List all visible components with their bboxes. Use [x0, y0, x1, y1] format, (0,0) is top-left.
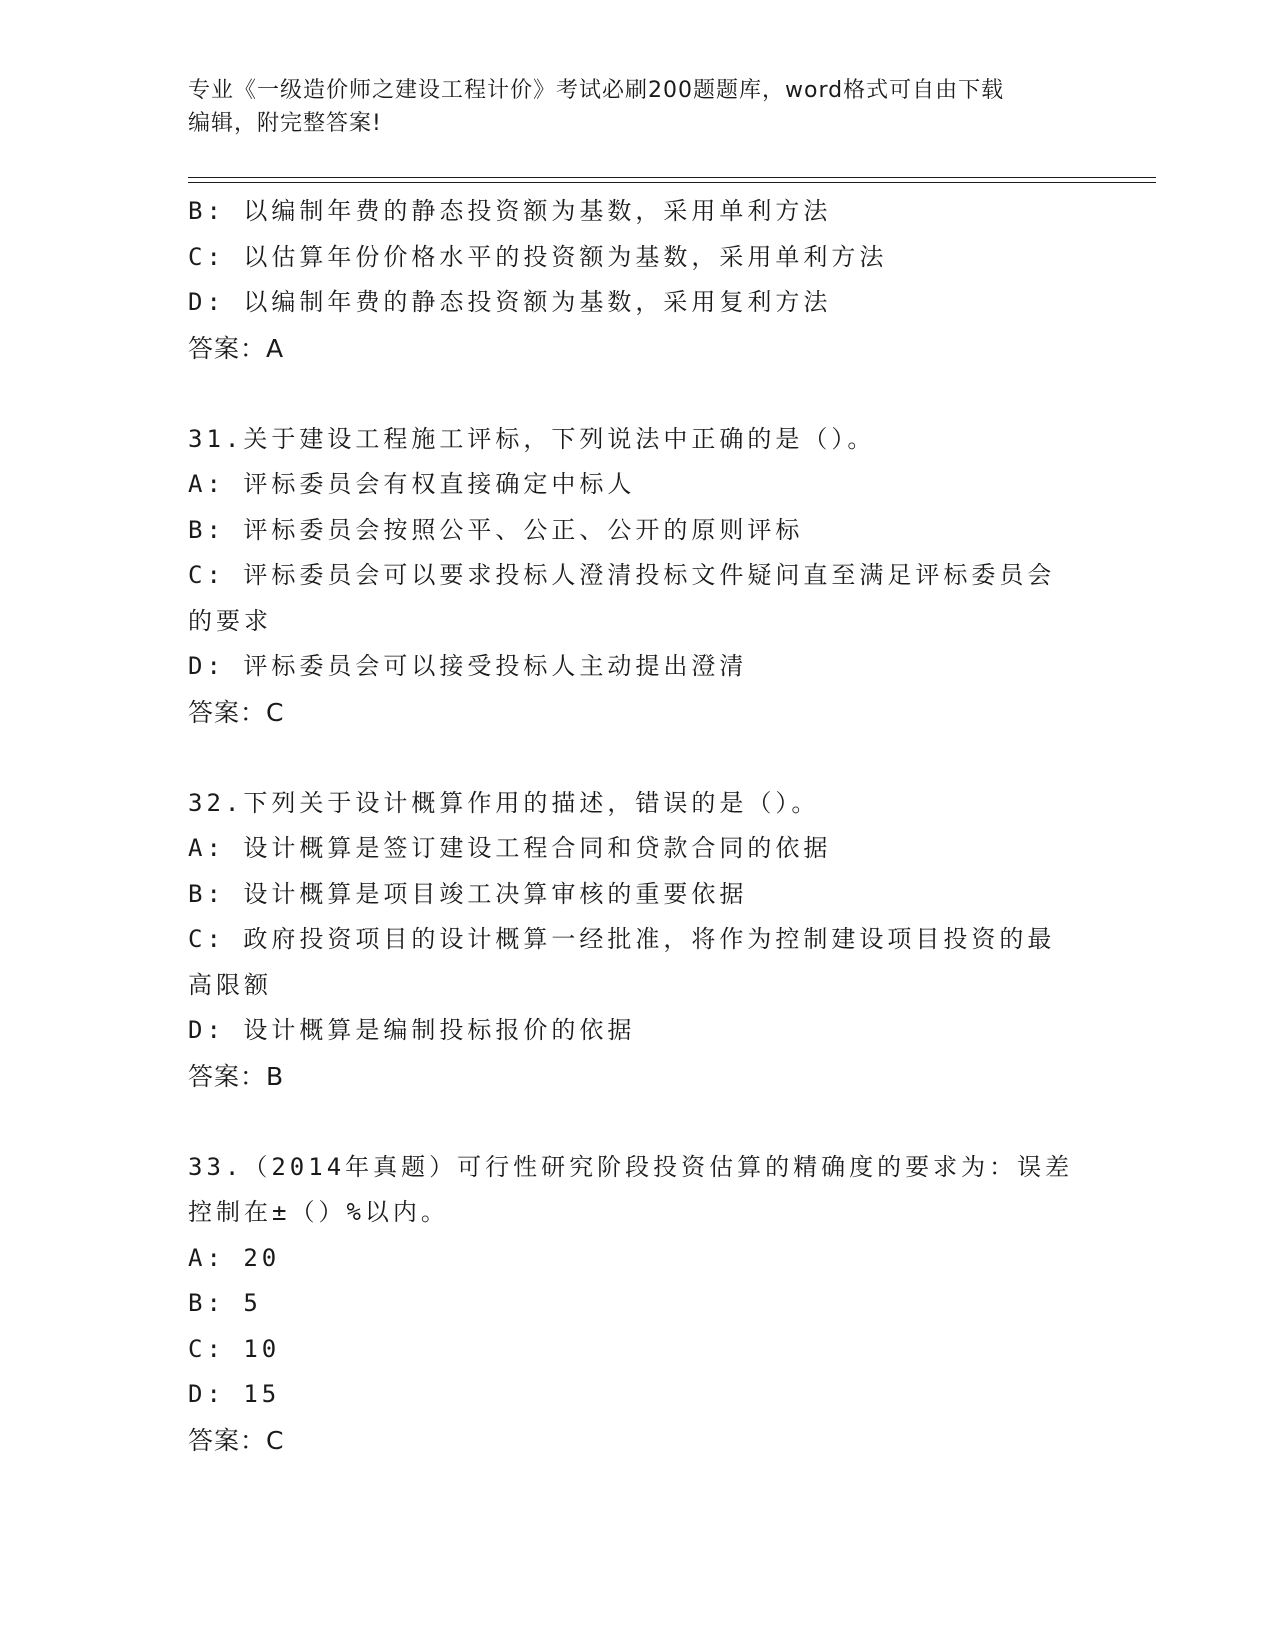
question-content	[188, 189, 1088, 1463]
spacer	[188, 1099, 1088, 1145]
question-stem: 31.关于建设工程施工评标，下列说法中正确的是（）。	[188, 424, 876, 453]
spacer	[188, 735, 1088, 781]
header-line-1: 专业《一级造价师之建设工程计价》考试必刷200题题库，word格式可自由下载	[188, 78, 1005, 103]
option-c-continued: 高限额	[188, 970, 272, 999]
header-line-2: 编辑，附完整答案!	[188, 111, 382, 136]
answer-line: 答案：C	[188, 697, 285, 727]
answer-line: 答案：C	[188, 1425, 285, 1455]
document-header	[188, 74, 1068, 140]
previous-question-block	[188, 189, 1088, 371]
option-d: D: 评标委员会可以接受投标人主动提出澄清	[188, 652, 748, 680]
option-c: C: 评标委员会可以要求投标人澄清投标文件疑问直至满足评标委员会	[188, 561, 1056, 589]
answer-line: 答案：B	[188, 1061, 285, 1091]
question-stem: 33.（2014年真题）可行性研究阶段投资估算的精确度的要求为：误差	[188, 1152, 1074, 1181]
question-stem-continued: 控制在±（）%以内。	[188, 1198, 449, 1226]
option-d: D: 设计概算是编制投标报价的依据	[188, 1016, 636, 1044]
option-a: A: 评标委员会有权直接确定中标人	[188, 470, 636, 498]
option-c: C: 10	[188, 1334, 281, 1363]
option-b: B: 设计概算是项目竣工决算审核的重要依据	[188, 879, 748, 908]
option-c: C: 政府投资项目的设计概算一经批准，将作为控制建设项目投资的最	[188, 925, 1056, 953]
question-32-block	[188, 781, 1088, 1100]
option-d: D: 以编制年费的静态投资额为基数，采用复利方法	[188, 288, 832, 316]
option-b: B: 5	[188, 1289, 262, 1317]
spacer	[188, 371, 1088, 417]
question-stem: 32.下列关于设计概算作用的描述，错误的是（）。	[188, 788, 820, 817]
option-d: D: 15	[188, 1380, 281, 1408]
question-33-block	[188, 1145, 1088, 1464]
option-b: B: 评标委员会按照公平、公正、公开的原则评标	[188, 515, 804, 544]
option-c: C: 以估算年份价格水平的投资额为基数，采用单利方法	[188, 242, 888, 271]
answer-line: 答案：A	[188, 333, 285, 363]
question-31-block	[188, 417, 1088, 736]
option-a: A: 20	[188, 1243, 281, 1272]
header-divider-bottom	[188, 182, 1156, 183]
option-b: B: 以编制年费的静态投资额为基数，采用单利方法	[188, 197, 832, 225]
option-a: A: 设计概算是签订建设工程合同和贷款合同的依据	[188, 834, 832, 862]
header-divider-top	[188, 177, 1156, 178]
option-c-continued: 的要求	[188, 606, 272, 635]
